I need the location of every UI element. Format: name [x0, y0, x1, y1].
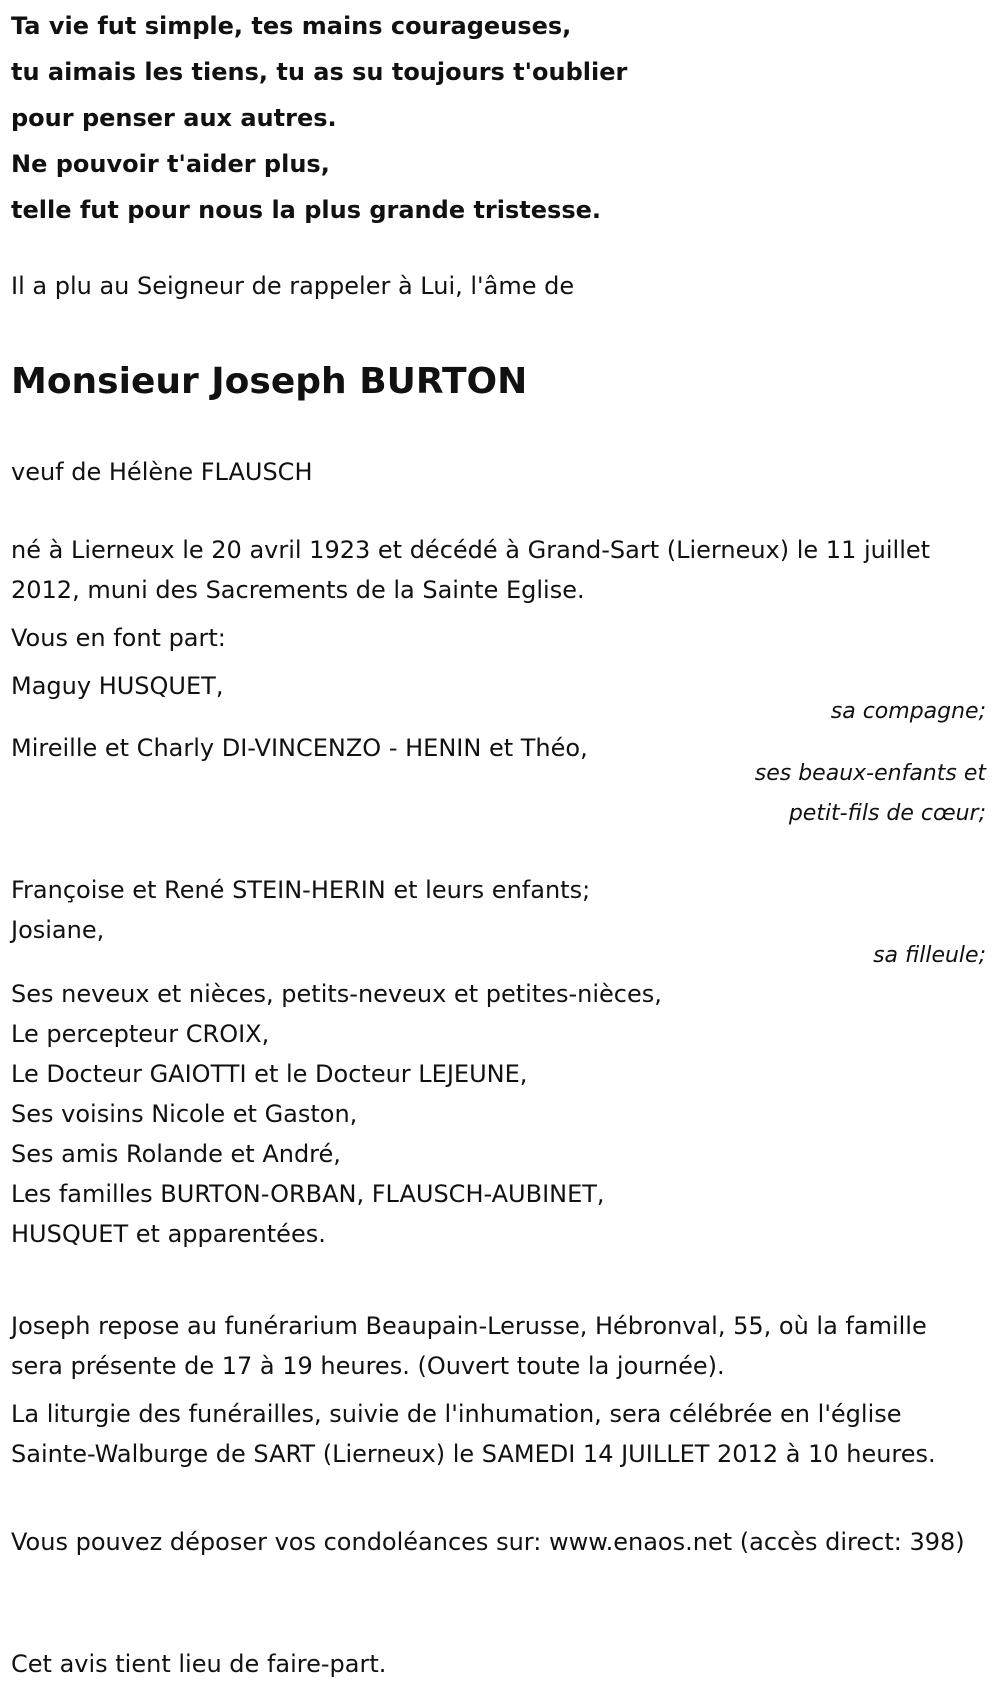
- list-item: Ses amis Rolande et André,: [11, 1140, 341, 1168]
- family-member-relation: sa compagne;: [830, 699, 986, 724]
- rest-info-text: Joseph repose au funérarium Beaupain-Lerusse, Hébronval, 55, où la famille sera présente de 17 à 19 heures. (Ouvert toute la journée).: [11, 1312, 927, 1380]
- list-item: Ses neveux et nièces, petits-neveux et petites-nièces,: [11, 980, 662, 1008]
- list-item: HUSQUET et apparentées.: [11, 1220, 326, 1248]
- list-item: Ses voisins Nicole et Gaston,: [11, 1100, 358, 1128]
- condolences-text: Vous pouvez déposer vos condoléances sur: www.enaos.net (accès direct: 398): [11, 1528, 965, 1556]
- intro-text: Il a plu au Seigneur de rappeler à Lui, l'âme de: [11, 272, 575, 300]
- list-item: Le Docteur GAIOTTI et le Docteur LEJEUNE,: [11, 1060, 528, 1088]
- widower-of: veuf de Hélène FLAUSCH: [11, 458, 313, 486]
- poem-line: pour penser aux autres.: [11, 104, 337, 132]
- family-member-name: Maguy HUSQUET,: [11, 672, 224, 700]
- closing-text: Cet avis tient lieu de faire-part.: [11, 1650, 387, 1678]
- announce-text: Vous en font part:: [11, 624, 226, 652]
- poem-line: tu aimais les tiens, tu as su toujours t'oublier: [11, 58, 628, 86]
- deceased-name: Monsieur Joseph BURTON: [11, 361, 528, 402]
- family-member-name: Mireille et Charly DI-VINCENZO - HENIN et Théo,: [11, 734, 588, 762]
- family-member-name: Josiane,: [11, 916, 105, 944]
- family-member-name: Françoise et René STEIN-HERIN et leurs enfants;: [11, 876, 591, 904]
- list-item: Les familles BURTON-ORBAN, FLAUSCH-AUBINET,: [11, 1180, 605, 1208]
- others-list: [11, 974, 662, 1254]
- poem-line: Ta vie fut simple, tes mains courageuses,: [11, 12, 572, 40]
- family-member-relation: sa filleule;: [873, 943, 986, 968]
- list-item: Le percepteur CROIX,: [11, 1020, 270, 1048]
- poem-line: telle fut pour nous la plus grande tristesse.: [11, 196, 601, 224]
- birth-death-text: né à Lierneux le 20 avril 1923 et décédé à Grand-Sart (Lierneux) le 11 juillet 2012, muni des Sacrements de la Sainte Eglise.: [11, 536, 931, 604]
- family-member-relation: ses beaux-enfants et petit-fils de cœur;: [754, 761, 986, 826]
- poem-line: Ne pouvoir t'aider plus,: [11, 150, 330, 178]
- liturgy-text: La liturgie des funérailles, suivie de l'inhumation, sera célébrée en l'église Sainte-Walburge de SART (Lierneux) le SAMEDI 14 JUILLET 2012 à 10 heures.: [11, 1400, 936, 1468]
